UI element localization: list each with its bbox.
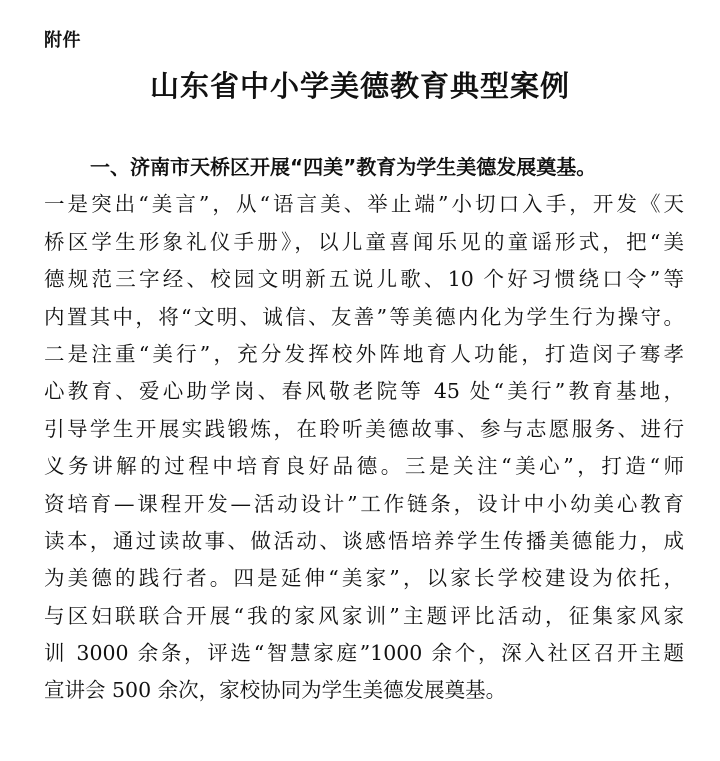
section-body [44,149,684,710]
paragraph-line: 宣讲会 500 余次，家校协同为学生美德发展奠基。 [44,678,507,703]
paragraph-line: 心教育、爱心助学岗、春风敬老院等 45 处“美行”教育基地， [44,379,684,404]
paragraph-line: 桥区学生形象礼仪手册》，以儿童喜闻乐见的童谣形式，把“美 [44,229,684,254]
paragraph-line: 义务讲解的过程中培育良好品德。三是关注“美心”，打造“师 [44,454,684,479]
paragraph-line: 引导学生开展实践锻炼，在聆听美德故事、参与志愿服务、进行 [44,416,684,441]
paragraph-line: 内置其中，将“文明、诚信、友善”等美德内化为学生行为操守。 [44,304,684,329]
paragraph-line: 训 3000 余条，评选“智慧家庭”1000 余个，深入社区召开主题 [44,641,684,666]
paragraph-line: 读本，通过读故事、做活动、谈感悟培养学生传播美德能力，成 [44,528,684,553]
paragraph-line: 二是注重“美行”，充分发挥校外阵地育人功能，打造闵子骞孝 [44,341,684,366]
section-heading: 一、济南市天桥区开展“四美”教育为学生美德发展奠基。 [90,155,597,179]
page-title: 山东省中小学美德教育典型案例 [149,69,570,103]
attachment-label: 附件 [44,30,81,51]
paragraph-line: 资培育—课程开发—活动设计”工作链条，设计中小幼美心教育 [44,491,684,516]
paragraph-line: 为美德的践行者。四是延伸“美家”，以家长学校建设为依托， [44,566,684,591]
paragraph-line: 一是突出“美言”，从“语言美、举止端”小切口入手，开发《天 [44,192,684,217]
paragraph-line: 与区妇联联合开展“我的家风家训”主题评比活动，征集家风家 [44,603,684,628]
paragraph-line: 德规范三字经、校园文明新五说儿歌、10 个好习惯绕口令”等 [44,267,684,292]
